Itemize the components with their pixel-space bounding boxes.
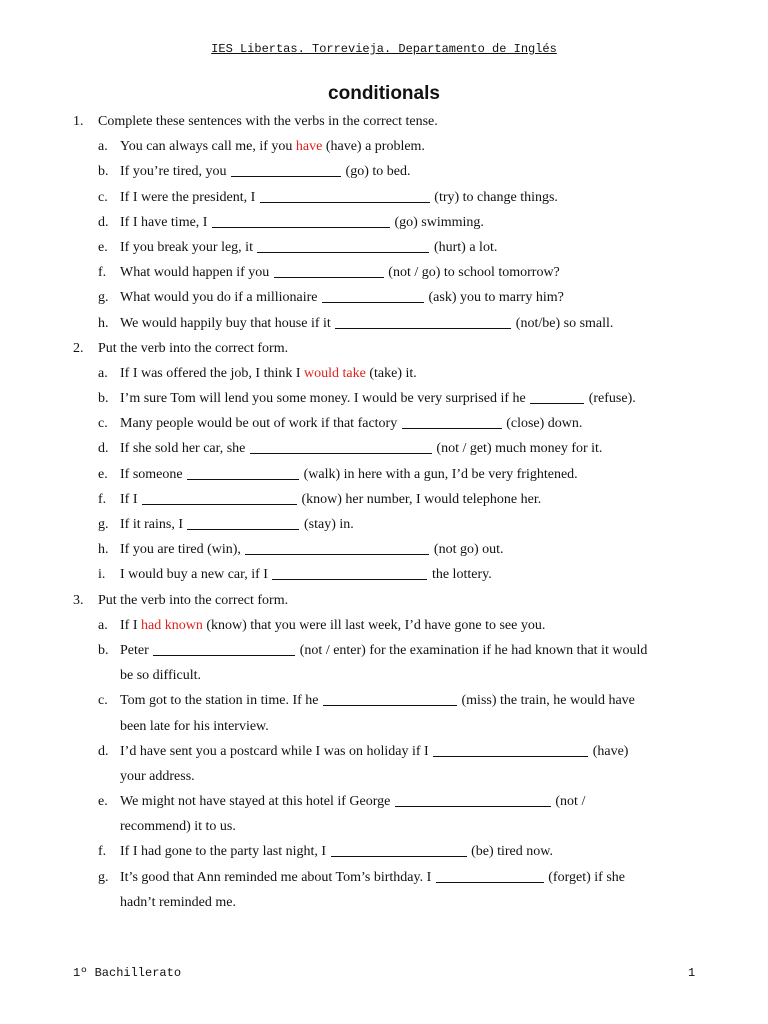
exercise-item [0, 487, 768, 512]
answer-blank[interactable] [433, 741, 588, 757]
item-sentence: It’s good that Ann reminded me about Tom’s birthday. I (forget) if she [120, 865, 625, 890]
exercise-item [0, 260, 768, 285]
item-continuation [0, 890, 768, 915]
answer-blank[interactable] [323, 690, 457, 706]
header-text: IES Libertas. Torrevieja. Departamento de Inglés [211, 42, 557, 56]
exercise-item [0, 562, 768, 587]
item-letter: d. [98, 743, 109, 759]
exercise-item [0, 411, 768, 436]
item-sentence: If you are tired (win), (not go) out. [120, 537, 504, 562]
item-sentence: You can always call me, if you have (have) a problem. [120, 139, 425, 155]
item-sentence: Many people would be out of work if that factory (close) down. [120, 411, 582, 436]
item-letter: e. [98, 794, 108, 810]
exercise-item [0, 159, 768, 184]
item-continuation [0, 663, 768, 688]
exercise-item [0, 537, 768, 562]
item-letter: c. [98, 189, 108, 205]
answer-blank[interactable] [231, 161, 341, 177]
item-sentence: Tom got to the station in time. If he (miss) the train, he would have [120, 688, 635, 713]
item-sentence: What would you do if a millionaire (ask) you to marry him? [120, 285, 564, 310]
answer-blank[interactable] [260, 187, 430, 203]
section-instruction: Complete these sentences with the verbs in the correct tense. [98, 114, 438, 129]
item-letter: f. [98, 844, 107, 860]
exercise-item [0, 512, 768, 537]
section-number: 1. [73, 114, 84, 129]
section-number: 2. [73, 340, 84, 356]
exercise-item [0, 235, 768, 260]
item-sentence: If I were the president, I (try) to change things. [120, 185, 558, 210]
item-letter: f. [98, 265, 107, 281]
answer-blank[interactable] [331, 841, 467, 857]
item-letter: f. [98, 491, 107, 507]
answer-blank[interactable] [245, 539, 429, 555]
section-heading [0, 336, 768, 361]
answer-blank[interactable] [187, 514, 299, 530]
item-sentence: Peter (not / enter) for the examination if he had known that it would [120, 638, 647, 663]
section-heading [0, 588, 768, 613]
item-sentence: If it rains, I (stay) in. [120, 512, 354, 537]
exercise-item [0, 386, 768, 411]
exercise-item [0, 839, 768, 864]
item-letter: d. [98, 441, 109, 457]
item-sentence: What would happen if you (not / go) to school tomorrow? [120, 260, 560, 285]
answer-blank[interactable] [250, 438, 432, 454]
item-letter: a. [98, 139, 108, 155]
item-sentence: I’d have sent you a postcard while I was on holiday if I (have) [120, 739, 628, 764]
item-letter: g. [98, 869, 109, 885]
item-letter: h. [98, 315, 109, 331]
exercise-item [0, 185, 768, 210]
exercise-item [0, 285, 768, 310]
section-heading [0, 109, 768, 134]
item-continuation-text: recommend) it to us. [120, 819, 236, 835]
item-sentence: If someone (walk) in here with a gun, I’d be very frightened. [120, 462, 578, 487]
answer-blank[interactable] [436, 867, 544, 883]
item-letter: a. [98, 365, 108, 381]
answer-blank[interactable] [395, 791, 551, 807]
footer-course: 1º Bachillerato [73, 966, 182, 980]
item-sentence: If I had gone to the party last night, I (be) tired now. [120, 839, 553, 864]
item-letter: c. [98, 416, 108, 432]
answer-text: would take [304, 365, 366, 381]
exercise-item [0, 462, 768, 487]
item-letter: d. [98, 214, 109, 230]
section-instruction: Put the verb into the correct form. [98, 340, 289, 356]
answer-blank[interactable] [187, 464, 299, 480]
item-continuation [0, 764, 768, 789]
item-letter: b. [98, 642, 109, 658]
section-instruction: Put the verb into the correct form. [98, 592, 289, 608]
item-continuation-text: hadn’t reminded me. [120, 894, 236, 910]
answer-blank[interactable] [153, 640, 295, 656]
answer-blank[interactable] [274, 262, 384, 278]
item-continuation [0, 814, 768, 839]
exercise-item [0, 688, 768, 713]
item-continuation-text: your address. [120, 768, 195, 784]
item-letter: a. [98, 617, 108, 633]
item-sentence: We might not have stayed at this hotel if George (not / [120, 789, 585, 814]
item-letter: h. [98, 542, 109, 558]
item-sentence: If you break your leg, it (hurt) a lot. [120, 235, 497, 260]
item-letter: c. [98, 693, 108, 709]
answer-blank[interactable] [257, 237, 429, 253]
item-letter: e. [98, 466, 108, 482]
exercise-item [0, 638, 768, 663]
answer-text: have [295, 139, 323, 155]
exercise-item [0, 134, 768, 159]
item-letter: i. [98, 567, 106, 583]
page-header [0, 42, 768, 56]
exercise-item [0, 865, 768, 890]
item-sentence: If I was offered the job, I think I would take (take) it. [120, 365, 417, 381]
item-sentence: I’m sure Tom will lend you some money. I would be very surprised if he (refuse). [120, 386, 636, 411]
item-sentence: If I have time, I (go) swimming. [120, 210, 484, 235]
item-letter: e. [98, 239, 108, 255]
item-continuation [0, 714, 768, 739]
exercise-item [0, 789, 768, 814]
item-continuation-text: be so difficult. [120, 668, 202, 684]
exercise-item [0, 739, 768, 764]
page-title: conditionals [328, 83, 440, 104]
answer-text: had known [141, 617, 203, 633]
exercise-item [0, 613, 768, 638]
item-sentence: We would happily buy that house if it (not/be) so small. [120, 311, 613, 336]
answer-blank[interactable] [402, 413, 502, 429]
answer-blank[interactable] [212, 212, 390, 228]
answer-blank[interactable] [322, 287, 424, 303]
section-number: 3. [73, 592, 84, 608]
item-sentence: If I (know) her number, I would telephone her. [120, 487, 541, 512]
footer-page-number: 1 [688, 966, 696, 980]
answer-blank[interactable] [142, 489, 297, 505]
item-letter: b. [98, 391, 109, 407]
answer-blank[interactable] [335, 313, 511, 329]
exercise-item [0, 361, 768, 386]
answer-blank[interactable] [530, 388, 584, 404]
item-letter: b. [98, 164, 109, 180]
exercise-item [0, 436, 768, 461]
item-continuation-text: been late for his interview. [120, 718, 269, 734]
item-sentence: If I had known (know) that you were ill last week, I’d have gone to see you. [120, 617, 546, 633]
exercise-content [0, 109, 768, 915]
item-sentence: If she sold her car, she (not / get) much money for it. [120, 436, 602, 461]
answer-blank[interactable] [272, 564, 427, 580]
item-sentence: If you’re tired, you (go) to bed. [120, 159, 410, 184]
exercise-item [0, 210, 768, 235]
item-sentence: I would buy a new car, if I the lottery. [120, 562, 492, 587]
item-letter: g. [98, 517, 109, 532]
item-letter: g. [98, 290, 109, 306]
exercise-item [0, 311, 768, 336]
